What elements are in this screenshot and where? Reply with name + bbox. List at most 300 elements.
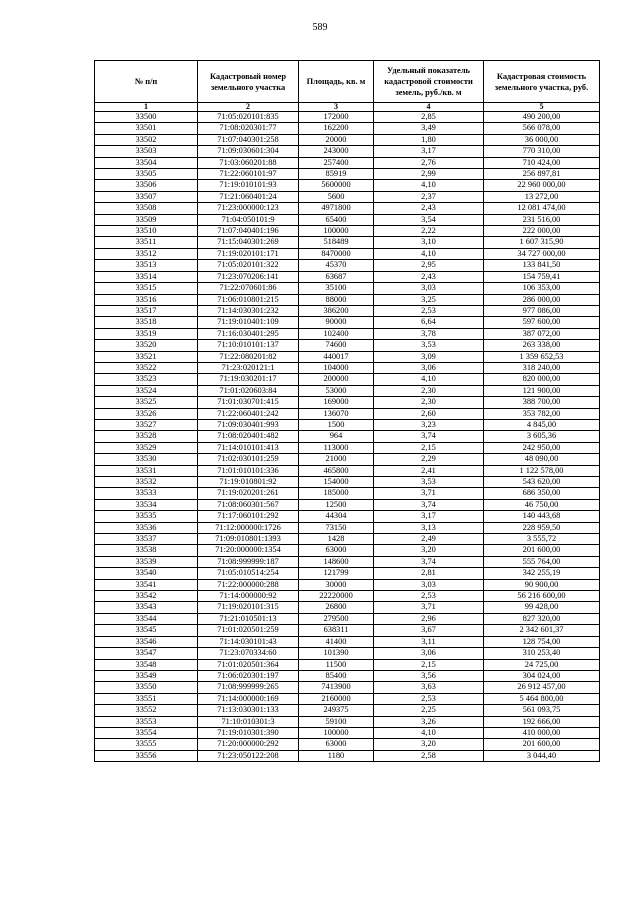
cell-row-number: 33554 (95, 727, 198, 738)
cell-cadastral-number: 71:08:999999:265 (198, 682, 299, 693)
cell-cadastral-number: 71:19:030201:17 (198, 374, 299, 385)
table-row (95, 157, 600, 168)
cell-cadastral-value: 231 516,00 (484, 214, 600, 225)
cell-cadastral-value: 99 428,00 (484, 602, 600, 613)
cell-cadastral-value: 133 841,50 (484, 260, 600, 271)
table-row (95, 112, 600, 123)
cell-unit-value: 2,15 (374, 442, 484, 453)
cell-row-number: 33510 (95, 226, 198, 237)
cell-cadastral-number: 71:19:010801:92 (198, 477, 299, 488)
cell-area: 638311 (299, 625, 374, 636)
table-row (95, 442, 600, 453)
cell-cadastral-number: 71:09:030601:304 (198, 146, 299, 157)
cell-row-number: 33553 (95, 716, 198, 727)
table-row (95, 408, 600, 419)
cell-row-number: 33544 (95, 613, 198, 624)
cell-cadastral-number: 71:22:070601:86 (198, 283, 299, 294)
cell-unit-value: 4,10 (374, 248, 484, 259)
table-row (95, 739, 600, 750)
table-row (95, 545, 600, 556)
table-row (95, 613, 600, 624)
cell-row-number: 33539 (95, 556, 198, 567)
cell-area: 4971800 (299, 203, 374, 214)
cell-unit-value: 2,58 (374, 750, 484, 761)
table-row (95, 328, 600, 339)
cell-cadastral-value: 1 122 578,00 (484, 465, 600, 476)
cell-cadastral-number: 71:14:030101:43 (198, 636, 299, 647)
cell-row-number: 33549 (95, 670, 198, 681)
cell-cadastral-value: 304 024,00 (484, 670, 600, 681)
cell-unit-value: 3,74 (374, 431, 484, 442)
cell-cadastral-number: 71:01:030701:415 (198, 397, 299, 408)
cell-unit-value: 4,10 (374, 727, 484, 738)
cell-cadastral-value: 90 900,00 (484, 579, 600, 590)
cell-row-number: 33555 (95, 739, 198, 750)
cell-row-number: 33519 (95, 328, 198, 339)
cell-cadastral-value: 192 666,00 (484, 716, 600, 727)
table-row (95, 636, 600, 647)
cell-cadastral-number: 71:01:010101:336 (198, 465, 299, 476)
cell-cadastral-value: 263 338,00 (484, 340, 600, 351)
cell-unit-value: 2,96 (374, 613, 484, 624)
cell-cadastral-value: 56 216 600,00 (484, 591, 600, 602)
cell-row-number: 33523 (95, 374, 198, 385)
cell-unit-value: 2,49 (374, 534, 484, 545)
cell-cadastral-value: 3 605,36 (484, 431, 600, 442)
cell-cadastral-value: 555 764,00 (484, 556, 600, 567)
cell-row-number: 33504 (95, 157, 198, 168)
cell-cadastral-number: 71:23:070334:60 (198, 648, 299, 659)
table-row (95, 477, 600, 488)
cell-row-number: 33503 (95, 146, 198, 157)
cell-unit-value: 2,85 (374, 112, 484, 123)
cell-cadastral-value: 410 000,00 (484, 727, 600, 738)
cell-area: 1500 (299, 419, 374, 430)
table-body (95, 103, 600, 762)
cell-area: 44304 (299, 511, 374, 522)
cell-row-number: 33540 (95, 568, 198, 579)
table-row (95, 522, 600, 533)
cell-cadastral-value: 5 464 800,00 (484, 693, 600, 704)
header-row-number: № п/п (95, 61, 198, 103)
cell-row-number: 33550 (95, 682, 198, 693)
cell-unit-value: 2,15 (374, 659, 484, 670)
cell-cadastral-number: 71:07:040401:196 (198, 226, 299, 237)
header-cadastral-number: Кадастровый номер земельного участка (198, 61, 299, 103)
cell-cadastral-number: 71:22:060101:97 (198, 169, 299, 180)
cell-cadastral-number: 71:23:050122:208 (198, 750, 299, 761)
table-row (95, 294, 600, 305)
table-row (95, 226, 600, 237)
table-row (95, 499, 600, 510)
cell-unit-value: 3,54 (374, 214, 484, 225)
cell-unit-value: 2,95 (374, 260, 484, 271)
cell-cadastral-value: 686 350,00 (484, 488, 600, 499)
cell-unit-value: 2,76 (374, 157, 484, 168)
cell-cadastral-value: 770 310,00 (484, 146, 600, 157)
cell-row-number: 33507 (95, 191, 198, 202)
cell-area: 41400 (299, 636, 374, 647)
table-row (95, 659, 600, 670)
cell-unit-value: 2,53 (374, 693, 484, 704)
cell-area: 1428 (299, 534, 374, 545)
cell-row-number: 33530 (95, 454, 198, 465)
table-row (95, 351, 600, 362)
cell-unit-value: 2,30 (374, 397, 484, 408)
cell-row-number: 33543 (95, 602, 198, 613)
cell-area: 518489 (299, 237, 374, 248)
cell-row-number: 33508 (95, 203, 198, 214)
table-row (95, 237, 600, 248)
cell-unit-value: 3,25 (374, 294, 484, 305)
table-row (95, 260, 600, 271)
cell-area: 104000 (299, 362, 374, 373)
cell-area: 45370 (299, 260, 374, 271)
cell-area: 257400 (299, 157, 374, 168)
table-row (95, 705, 600, 716)
cell-unit-value: 3,03 (374, 579, 484, 590)
cell-unit-value: 3,74 (374, 499, 484, 510)
cell-area: 386200 (299, 305, 374, 316)
table-row (95, 682, 600, 693)
cell-cadastral-value: 36 000,00 (484, 134, 600, 145)
cell-cadastral-number: 71:20:000000:1354 (198, 545, 299, 556)
table-row (95, 374, 600, 385)
table-row (95, 180, 600, 191)
cell-row-number: 33514 (95, 271, 198, 282)
table-row (95, 488, 600, 499)
cell-row-number: 33505 (95, 169, 198, 180)
cell-cadastral-number: 71:15:040301:269 (198, 237, 299, 248)
cell-area: 26800 (299, 602, 374, 613)
table-row (95, 397, 600, 408)
cell-cadastral-number: 71:08:020301:77 (198, 123, 299, 134)
cell-unit-value: 3,03 (374, 283, 484, 294)
cell-unit-value: 3,06 (374, 648, 484, 659)
cell-area: 30000 (299, 579, 374, 590)
table-row (95, 431, 600, 442)
cell-cadastral-number: 71:22:080201:82 (198, 351, 299, 362)
cell-unit-value: 3,17 (374, 511, 484, 522)
cell-cadastral-number: 71:23:000000:123 (198, 203, 299, 214)
cell-row-number: 33513 (95, 260, 198, 271)
cell-row-number: 33520 (95, 340, 198, 351)
cell-area: 11500 (299, 659, 374, 670)
cell-area: 53000 (299, 385, 374, 396)
cell-row-number: 33545 (95, 625, 198, 636)
table-row (95, 693, 600, 704)
cell-cadastral-value: 4 845,00 (484, 419, 600, 430)
cell-row-number: 33529 (95, 442, 198, 453)
cell-area: 5600000 (299, 180, 374, 191)
cell-unit-value: 2,30 (374, 385, 484, 396)
cell-area: 121799 (299, 568, 374, 579)
table-row (95, 511, 600, 522)
cell-row-number: 33546 (95, 636, 198, 647)
table-row (95, 716, 600, 727)
cell-cadastral-value: 121 900,00 (484, 385, 600, 396)
cell-cadastral-number: 71:20:000000:292 (198, 739, 299, 750)
cell-cadastral-number: 71:12:000000:1726 (198, 522, 299, 533)
cell-area: 113000 (299, 442, 374, 453)
cell-cadastral-value: 106 353,00 (484, 283, 600, 294)
cell-cadastral-value: 228 959,50 (484, 522, 600, 533)
cell-cadastral-number: 71:23:020121:1 (198, 362, 299, 373)
cell-unit-value: 3,06 (374, 362, 484, 373)
cell-unit-value: 3,71 (374, 488, 484, 499)
cell-cadastral-number: 71:06:010801:215 (198, 294, 299, 305)
cell-cadastral-value: 490 200,00 (484, 112, 600, 123)
cell-unit-value: 3,26 (374, 716, 484, 727)
cell-cadastral-value: 256 897,81 (484, 169, 600, 180)
cell-unit-value: 2,81 (374, 568, 484, 579)
cell-cadastral-value: 154 759,41 (484, 271, 600, 282)
cell-cadastral-value: 22 960 000,00 (484, 180, 600, 191)
cell-unit-value: 3,53 (374, 340, 484, 351)
table-row (95, 146, 600, 157)
cell-area: 185000 (299, 488, 374, 499)
cell-cadastral-value: 342 255,19 (484, 568, 600, 579)
cell-cadastral-value: 827 320,00 (484, 613, 600, 624)
cell-area: 85919 (299, 169, 374, 180)
cell-cadastral-value: 318 240,00 (484, 362, 600, 373)
table-row (95, 648, 600, 659)
cell-row-number: 33552 (95, 705, 198, 716)
cell-cadastral-value: 48 090,00 (484, 454, 600, 465)
cell-cadastral-value: 128 754,00 (484, 636, 600, 647)
cell-cadastral-number: 71:10:010301:3 (198, 716, 299, 727)
cell-area: 12500 (299, 499, 374, 510)
cell-cadastral-number: 71:01:020501:259 (198, 625, 299, 636)
cell-row-number: 33534 (95, 499, 198, 510)
cell-area: 21000 (299, 454, 374, 465)
cell-unit-value: 2,53 (374, 591, 484, 602)
table-row (95, 419, 600, 430)
cell-unit-value: 3,20 (374, 739, 484, 750)
cell-cadastral-number: 71:21:060401:24 (198, 191, 299, 202)
header-unit-value: Удельный показатель кадастровой стоимости земель, руб./кв. м (374, 61, 484, 103)
cell-area: 169000 (299, 397, 374, 408)
cell-area: 22220000 (299, 591, 374, 602)
cell-cadastral-number: 71:16:030401:295 (198, 328, 299, 339)
cell-cadastral-value: 140 443,68 (484, 511, 600, 522)
table-row (95, 591, 600, 602)
cell-unit-value: 2,37 (374, 191, 484, 202)
table-row (95, 191, 600, 202)
cell-area: 20000 (299, 134, 374, 145)
table-row (95, 454, 600, 465)
cell-unit-value: 2,53 (374, 305, 484, 316)
cell-unit-value: 3,11 (374, 636, 484, 647)
column-number: 1 (95, 103, 198, 112)
cell-unit-value: 3,67 (374, 625, 484, 636)
cell-unit-value: 2,29 (374, 454, 484, 465)
cell-row-number: 33502 (95, 134, 198, 145)
table-row (95, 385, 600, 396)
cell-row-number: 33501 (95, 123, 198, 134)
cell-cadastral-value: 597 600,00 (484, 317, 600, 328)
cell-area: 148600 (299, 556, 374, 567)
cell-cadastral-value: 977 086,00 (484, 305, 600, 316)
cell-cadastral-value: 353 782,00 (484, 408, 600, 419)
table-row (95, 123, 600, 134)
cell-row-number: 33522 (95, 362, 198, 373)
cell-area: 102400 (299, 328, 374, 339)
cell-unit-value: 3,13 (374, 522, 484, 533)
cell-cadastral-number: 71:09:010801:1393 (198, 534, 299, 545)
cell-unit-value: 3,20 (374, 545, 484, 556)
cell-unit-value: 2,60 (374, 408, 484, 419)
cell-area: 74600 (299, 340, 374, 351)
cell-cadastral-value: 12 081 474,00 (484, 203, 600, 214)
table-row (95, 625, 600, 636)
table-row (95, 579, 600, 590)
cell-cadastral-number: 71:01:020603:84 (198, 385, 299, 396)
column-number: 4 (374, 103, 484, 112)
table-row (95, 283, 600, 294)
cell-cadastral-number: 71:03:060201:88 (198, 157, 299, 168)
cell-unit-value: 1,80 (374, 134, 484, 145)
cell-area: 5600 (299, 191, 374, 202)
cell-cadastral-value: 2 342 601,37 (484, 625, 600, 636)
cell-area: 1180 (299, 750, 374, 761)
cell-area: 964 (299, 431, 374, 442)
cell-unit-value: 3,71 (374, 602, 484, 613)
cell-cadastral-value: 566 078,00 (484, 123, 600, 134)
cell-cadastral-number: 71:08:060301:567 (198, 499, 299, 510)
cell-cadastral-number: 71:10:010101:137 (198, 340, 299, 351)
cell-area: 279500 (299, 613, 374, 624)
cell-cadastral-value: 561 093,75 (484, 705, 600, 716)
cell-cadastral-number: 71:14:010101:413 (198, 442, 299, 453)
cell-unit-value: 3,53 (374, 477, 484, 488)
cell-cadastral-value: 1 359 652,53 (484, 351, 600, 362)
cell-area: 101390 (299, 648, 374, 659)
table-row (95, 317, 600, 328)
cell-cadastral-value: 710 424,00 (484, 157, 600, 168)
cell-area: 100000 (299, 226, 374, 237)
cell-unit-value: 3,78 (374, 328, 484, 339)
table-row (95, 340, 600, 351)
cell-cadastral-number: 71:19:010301:390 (198, 727, 299, 738)
cell-cadastral-number: 71:19:010101:93 (198, 180, 299, 191)
cell-area: 440017 (299, 351, 374, 362)
cell-row-number: 33542 (95, 591, 198, 602)
cell-unit-value: 3,23 (374, 419, 484, 430)
cell-area: 136070 (299, 408, 374, 419)
cell-cadastral-number: 71:08:999999:187 (198, 556, 299, 567)
cell-area: 63687 (299, 271, 374, 282)
cell-area: 243000 (299, 146, 374, 157)
cell-area: 249375 (299, 705, 374, 716)
cell-unit-value: 3,56 (374, 670, 484, 681)
table-row (95, 134, 600, 145)
cell-area: 63000 (299, 739, 374, 750)
cell-cadastral-number: 71:14:000000:169 (198, 693, 299, 704)
cell-cadastral-value: 388 700,00 (484, 397, 600, 408)
cell-area: 154000 (299, 477, 374, 488)
cell-cadastral-number: 71:07:040301:258 (198, 134, 299, 145)
cell-unit-value: 4,10 (374, 180, 484, 191)
cell-cadastral-value: 201 600,00 (484, 545, 600, 556)
cell-row-number: 33506 (95, 180, 198, 191)
table-row (95, 271, 600, 282)
cell-cadastral-value: 242 950,00 (484, 442, 600, 453)
cell-unit-value: 2,43 (374, 203, 484, 214)
cell-cadastral-value: 46 750,00 (484, 499, 600, 510)
column-number: 5 (484, 103, 600, 112)
cell-cadastral-number: 71:19:020101:171 (198, 248, 299, 259)
cell-unit-value: 3,17 (374, 146, 484, 157)
cell-area: 90000 (299, 317, 374, 328)
cell-area: 7413900 (299, 682, 374, 693)
cell-unit-value: 2,99 (374, 169, 484, 180)
cell-cadastral-number: 71:22:060401:242 (198, 408, 299, 419)
cell-unit-value: 6,64 (374, 317, 484, 328)
cell-unit-value: 3,49 (374, 123, 484, 134)
cell-row-number: 33509 (95, 214, 198, 225)
cell-row-number: 33556 (95, 750, 198, 761)
cell-cadastral-value: 1 607 315,90 (484, 237, 600, 248)
cell-cadastral-value: 13 272,00 (484, 191, 600, 202)
cell-row-number: 33532 (95, 477, 198, 488)
table-row (95, 203, 600, 214)
cadastral-value-table (94, 60, 600, 762)
page-number: 589 (312, 22, 328, 33)
cell-row-number: 33516 (95, 294, 198, 305)
cell-cadastral-number: 71:06:020301:197 (198, 670, 299, 681)
cell-area: 162200 (299, 123, 374, 134)
header-area: Площадь, кв. м (299, 61, 374, 103)
cell-cadastral-value: 286 000,00 (484, 294, 600, 305)
cell-unit-value: 4,10 (374, 374, 484, 385)
cell-row-number: 33521 (95, 351, 198, 362)
cell-cadastral-number: 71:19:010401:109 (198, 317, 299, 328)
cell-cadastral-number: 71:14:000000:92 (198, 591, 299, 602)
cell-unit-value: 2,43 (374, 271, 484, 282)
cell-row-number: 33535 (95, 511, 198, 522)
cell-cadastral-value: 387 072,00 (484, 328, 600, 339)
cell-cadastral-number: 71:21:010501:13 (198, 613, 299, 624)
cell-cadastral-number: 71:05:020101:835 (198, 112, 299, 123)
cell-cadastral-number: 71:13:030301:133 (198, 705, 299, 716)
column-number: 3 (299, 103, 374, 112)
table-row (95, 305, 600, 316)
cell-area: 63000 (299, 545, 374, 556)
cell-area: 8470000 (299, 248, 374, 259)
cell-cadastral-value: 201 600,00 (484, 739, 600, 750)
table-row (95, 362, 600, 373)
cell-cadastral-number: 71:01:020501:364 (198, 659, 299, 670)
table-row (95, 556, 600, 567)
cell-row-number: 33524 (95, 385, 198, 396)
column-number-row (95, 103, 600, 112)
cell-cadastral-value: 3 044,40 (484, 750, 600, 761)
cell-area: 65400 (299, 214, 374, 225)
table-row (95, 568, 600, 579)
cell-row-number: 33515 (95, 283, 198, 294)
table-row (95, 750, 600, 761)
table-header (95, 61, 600, 103)
cell-cadastral-number: 71:04:050101:9 (198, 214, 299, 225)
cell-area: 59100 (299, 716, 374, 727)
cell-row-number: 33537 (95, 534, 198, 545)
table-row (95, 602, 600, 613)
table-row (95, 534, 600, 545)
cell-cadastral-value: 3 555,72 (484, 534, 600, 545)
header-cadastral-value: Кадастровая стоимость земельного участка, руб. (484, 61, 600, 103)
cell-cadastral-number: 71:19:020101:315 (198, 602, 299, 613)
